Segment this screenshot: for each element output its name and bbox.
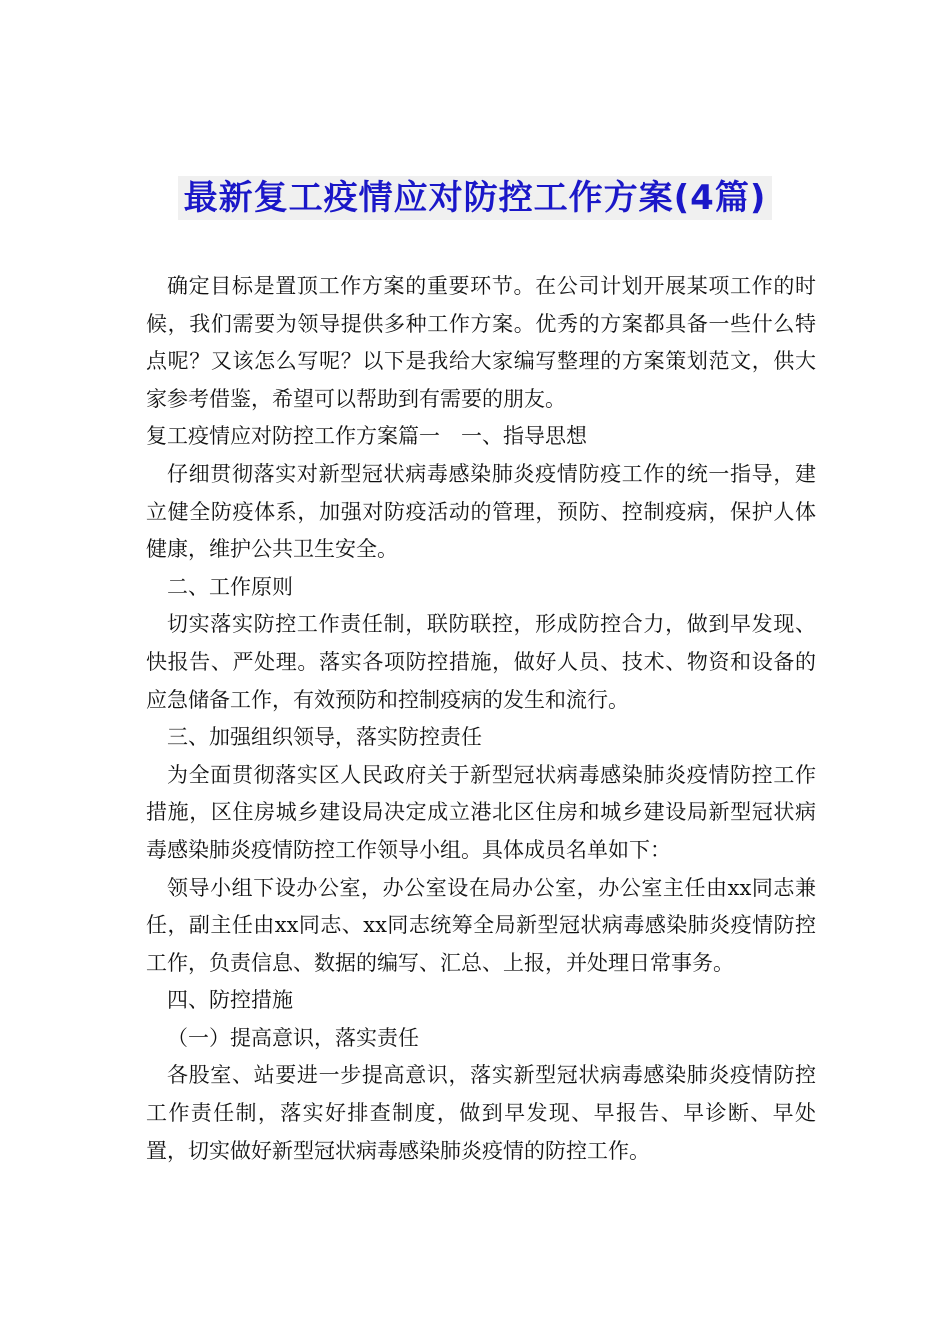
paragraph-organization: 为全面贯彻落实区人民政府关于新型冠状病毒感染肺炎疫情防控工作措施，区住房城乡建设局决定成立港北区住房和城乡建设局新型冠状病毒感染肺炎疫情防控工作领导小组。具体成员名单如下： [146, 762, 816, 862]
section-heading-guiding-ideology: 复工疫情应对防控工作方案篇一 一、指导思想 [146, 424, 587, 449]
intro-paragraph: 确定目标是置顶工作方案的重要环节。在公司计划开展某项工作的时候，我们需要为领导提供多种工作方案。优秀的方案都具备一些什么特点呢？又该怎么写呢？以下是我给大家编写整理的方案策划范文，供大家参考借鉴，希望可以帮助到有需要的朋友。 [146, 274, 816, 411]
section-heading-measures: 四、防控措施 [167, 988, 293, 1013]
document-title: 最新复工疫情应对防控工作方案(4篇) [178, 176, 773, 220]
paragraph-awareness: 各股室、站要进一步提高意识，落实新型冠状病毒感染肺炎疫情防控工作责任制，落实好排查制度，做到早发现、早报告、早诊断、早处置，切实做好新型冠状病毒感染肺炎疫情的防控工作。 [146, 1063, 816, 1163]
subsection-heading-awareness: （一）提高意识，落实责任 [167, 1025, 419, 1050]
section-heading-work-principles: 二、工作原则 [167, 574, 293, 599]
paragraph-work-principles: 切实落实防控工作责任制，联防联控，形成防控合力，做到早发现、快报告、严处理。落实各项防控措施，做好人员、技术、物资和设备的应急储备工作，有效预防和控制疫病的发生和流行。 [146, 612, 816, 712]
paragraph-guiding-ideology: 仔细贯彻落实对新型冠状病毒感染肺炎疫情防疫工作的统一指导，建立健全防疫体系，加强对防疫活动的管理，预防、控制疫病，保护人体健康，维护公共卫生安全。 [146, 461, 816, 562]
section-heading-organization: 三、加强组织领导，落实防控责任 [167, 725, 482, 750]
paragraph-office: 领导小组下设办公室，办公室设在局办公室，办公室主任由xx同志兼任，副主任由xx同志、xx同志统筹全局新型冠状病毒感染肺炎疫情防控工作，负责信息、数据的编写、汇总、上报，并处理日常事务。 [146, 875, 816, 975]
document-body [146, 268, 816, 1170]
title-container [0, 176, 950, 220]
